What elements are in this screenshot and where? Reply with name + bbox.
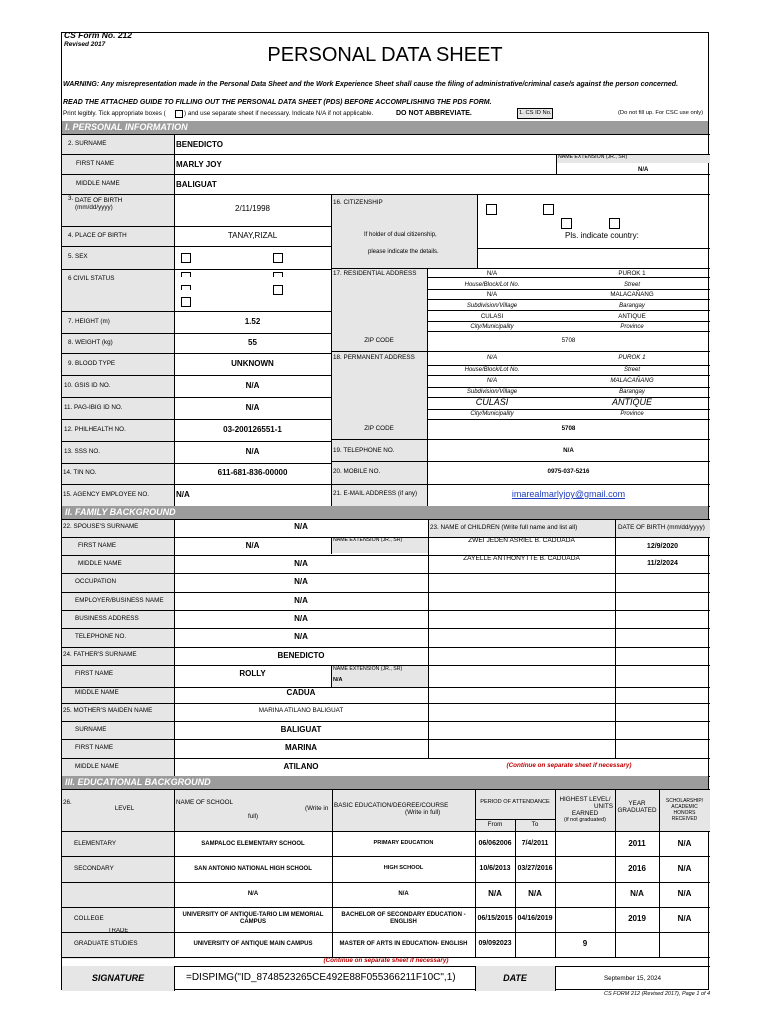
res-subdivision-value[interactable]: N/A bbox=[486, 291, 498, 298]
edu-course[interactable]: PRIMARY EDUCATION bbox=[373, 840, 434, 846]
sex-female-checkbox[interactable] bbox=[273, 253, 283, 263]
edu-course[interactable]: HIGH SCHOOL bbox=[383, 865, 424, 871]
edu-school[interactable]: SAMPALOC ELEMENTARY SCHOOL bbox=[201, 841, 305, 847]
family-continue-note: (Continue on separate sheet if necessary) bbox=[506, 762, 632, 769]
edu-year[interactable]: 2011 bbox=[628, 839, 646, 848]
perm-barangay-value[interactable]: MALACAÑANG bbox=[610, 377, 654, 384]
edu-highest[interactable]: 9 bbox=[582, 939, 588, 948]
civil-status-label: 6 CIVIL STATUS bbox=[68, 275, 115, 282]
print-note-b: ) and use separate sheet if necessary. Indicate N/A if not applicable. bbox=[184, 110, 374, 117]
res-subdivision-label: Subdivision/Village bbox=[466, 303, 518, 309]
spouse-surname-value[interactable]: N/A bbox=[294, 522, 308, 531]
business-address-label: BUSINESS ADDRESS bbox=[75, 615, 139, 622]
dual-citizenship-note-1: If holder of dual citizenship, bbox=[364, 232, 437, 238]
spouse-middle-name-value[interactable]: N/A bbox=[294, 559, 308, 568]
spouse-telephone-label: TELEPHONE NO. bbox=[75, 633, 127, 640]
school-write-in: (Write in bbox=[305, 805, 329, 812]
highest-level-header-2: UNITS bbox=[594, 803, 613, 810]
highest-level-header-3: EARNED bbox=[571, 810, 599, 817]
gsis-label: 10. GSIS ID NO. bbox=[64, 382, 111, 389]
edu-honors[interactable]: N/A bbox=[677, 889, 692, 898]
email-value[interactable]: imarealmarlyjoy@gmail.com bbox=[511, 489, 626, 499]
cs-id-label: 1. CS ID No. bbox=[519, 110, 552, 116]
civil-separated-checkbox[interactable] bbox=[273, 285, 283, 295]
edu-to[interactable]: 7/4/2011 bbox=[521, 840, 549, 847]
employer-value[interactable]: N/A bbox=[294, 596, 308, 605]
perm-zip-label: ZIP CODE bbox=[364, 425, 394, 432]
edu-from[interactable]: N/A bbox=[488, 889, 502, 898]
page-title: PERSONAL DATA SHEET bbox=[267, 44, 503, 66]
res-barangay-value[interactable]: MALACAÑANG bbox=[610, 291, 654, 298]
pagibig-value[interactable]: N/A bbox=[245, 403, 260, 412]
edu-year[interactable]: N/A bbox=[630, 889, 644, 898]
section-personal-information: I. PERSONAL INFORMATION bbox=[62, 121, 708, 134]
agency-employee-label: 15. AGENCY EMPLOYEE NO. bbox=[63, 491, 149, 498]
surname-label: 2. SURNAME bbox=[68, 140, 107, 147]
edu-from[interactable]: 06/062006 bbox=[478, 840, 512, 847]
edu-to[interactable]: 03/27/2016 bbox=[517, 865, 553, 872]
section-educational-background: III. EDUCATIONAL BACKGROUND bbox=[62, 776, 708, 789]
edu-school[interactable]: UNIVERSITY OF ANTIQUE-TARIO LIM MEMORIAL CAMPUS bbox=[182, 912, 324, 925]
perm-house-label: House/Block/Lot No. bbox=[464, 367, 520, 373]
name-extension-value[interactable]: N/A bbox=[638, 167, 649, 173]
children-label: 23. NAME of CHILDREN (Write full name and list all) bbox=[430, 524, 578, 531]
honors-header-3: HONORS bbox=[673, 810, 696, 816]
year-graduated-header-1: YEAR bbox=[628, 800, 646, 807]
middle-name-label: MIDDLE NAME bbox=[76, 180, 120, 187]
read-guide-text: READ THE ATTACHED GUIDE TO FILLING OUT THE PERSONAL DATA SHEET (PDS) BEFORE ACCOMPLISHING THE PDS FORM. bbox=[63, 99, 492, 106]
mother-surname-value[interactable]: BALIGUAT bbox=[280, 725, 322, 734]
sex-label: 5. SEX bbox=[68, 253, 88, 260]
perm-subdivision-value[interactable]: N/A bbox=[486, 377, 498, 384]
edu-school[interactable]: UNIVERSITY OF ANTIQUE MAIN CAMPUS bbox=[193, 941, 313, 947]
signature-value[interactable]: =DISPIMG("ID_8748523265CE492E88F055366211F10C",1) bbox=[186, 972, 456, 983]
highest-level-header-4: (if not graduated) bbox=[564, 817, 606, 823]
children-dob-label: DATE OF BIRTH (mm/dd/yyyy) bbox=[618, 524, 705, 531]
father-middle-name-label: MIDDLE NAME bbox=[75, 689, 119, 696]
page-footer-note: CS FORM 212 (Revised 2017), Page 1 of 4 bbox=[604, 991, 711, 997]
perm-city-value[interactable]: CULASI bbox=[475, 397, 509, 407]
edu-year[interactable]: 2019 bbox=[628, 914, 646, 923]
occupation-label: OCCUPATION bbox=[75, 578, 117, 585]
res-street-value[interactable]: PUROK 1 bbox=[618, 270, 646, 277]
spouse-surname-label: 22. SPOUSE'S SURNAME bbox=[63, 523, 139, 530]
pagibig-label: 11. PAG-IBIG ID NO. bbox=[64, 404, 123, 411]
child-name-1[interactable]: ZWEI JEDEN ASRIEL B. CADUADA bbox=[468, 537, 575, 544]
res-street-label: Street bbox=[623, 282, 640, 288]
civil-other-checkbox[interactable] bbox=[181, 297, 191, 307]
from-header: From bbox=[487, 821, 503, 828]
mother-full-name[interactable]: MARINA ATILANO BALIGUAT bbox=[258, 707, 344, 714]
edu-from[interactable]: 10/6/2013 bbox=[479, 865, 511, 872]
mother-middle-name-label: MIDDLE NAME bbox=[75, 763, 119, 770]
edu-school[interactable]: SAN ANTONIO NATIONAL HIGH SCHOOL bbox=[194, 866, 312, 872]
trade-label-fragment: TRADE bbox=[108, 928, 129, 932]
name-extension-label: NAME EXTENSION (JR., SR) bbox=[558, 154, 628, 160]
edu-to[interactable]: 04/16/2019 bbox=[517, 915, 553, 922]
father-first-name-value[interactable]: ROLLY bbox=[239, 669, 266, 678]
place-of-birth-value[interactable]: TANAY,RIZAL bbox=[227, 231, 278, 240]
honors-header-1: SCHOLARSHIP/ bbox=[665, 798, 704, 804]
civil-widowed-checkbox[interactable] bbox=[181, 285, 191, 290]
edu-level: ELEMENTARY bbox=[74, 840, 117, 847]
residential-address-label: 17. RESIDENTIAL ADDRESS bbox=[333, 270, 417, 277]
citizenship-label: 16. CITIZENSHIP bbox=[333, 199, 383, 206]
permanent-address-label: 18. PERMANENT ADDRESS bbox=[333, 354, 415, 361]
child-dob-2[interactable]: 11/2/2024 bbox=[647, 560, 678, 567]
dob-number: 3. bbox=[68, 195, 74, 202]
spouse-middle-name-label: MIDDLE NAME bbox=[78, 560, 122, 567]
edu-level: SECONDARY bbox=[74, 865, 114, 872]
dual-citizenship-note-2: please indicate the details. bbox=[368, 249, 439, 255]
father-middle-name-value[interactable]: CADUA bbox=[286, 688, 316, 697]
perm-street-value[interactable]: PUROK 1 bbox=[618, 354, 646, 361]
signature-label: SIGNATURE bbox=[91, 973, 145, 983]
school-full: full) bbox=[248, 813, 259, 820]
warning-text: WARNING: Any misrepresentation made in the Personal Data Sheet and the Work Experience Sheet shall cause the filing of administrative/criminal case/s against the person concerned. bbox=[63, 81, 679, 88]
perm-subdivision-label: Subdivision/Village bbox=[466, 389, 518, 395]
pds-sheet bbox=[61, 32, 709, 990]
mother-maiden-name-label: 25. MOTHER'S MAIDEN NAME bbox=[63, 707, 153, 714]
perm-barangay-label: Barangay bbox=[619, 389, 645, 395]
course-subheader: (Write in full) bbox=[405, 809, 441, 816]
citizenship-by-birth-checkbox[interactable] bbox=[561, 218, 572, 229]
edu-honors[interactable]: N/A bbox=[677, 914, 692, 923]
occupation-value[interactable]: N/A bbox=[294, 577, 308, 586]
mobile-label: 20. MOBILE NO. bbox=[333, 468, 381, 475]
philhealth-value[interactable]: 03-200126551-1 bbox=[223, 425, 282, 434]
perm-province-value[interactable]: ANTIQUE bbox=[611, 397, 652, 407]
mother-middle-name-value[interactable]: ATILANO bbox=[283, 762, 319, 771]
no-abbreviate-text: DO NOT ABBREVIATE. bbox=[396, 110, 472, 117]
first-name-value[interactable]: MARLY JOY bbox=[176, 160, 222, 169]
philhealth-label: 12. PHILHEALTH NO. bbox=[64, 426, 126, 433]
date-value[interactable]: September 15, 2024 bbox=[603, 975, 662, 982]
mobile-value[interactable]: 0975-037-5216 bbox=[547, 468, 590, 475]
weight-label: 8. WEIGHT (kg) bbox=[68, 339, 113, 346]
school-header: NAME OF SCHOOL bbox=[176, 799, 234, 806]
edu-course[interactable]: N/A bbox=[398, 891, 409, 897]
level-header: LEVEL bbox=[114, 805, 135, 812]
telephone-value[interactable]: N/A bbox=[563, 447, 574, 454]
blood-type-label: 9. BLOOD TYPE bbox=[68, 360, 116, 367]
honors-header-4: RECEIVED bbox=[671, 816, 698, 822]
edu-to[interactable]: N/A bbox=[528, 889, 542, 898]
middle-name-value[interactable]: BALIGUAT bbox=[176, 180, 217, 189]
edu-level: GRADUATE STUDIES bbox=[74, 940, 138, 947]
spouse-first-name-label: FIRST NAME bbox=[78, 542, 117, 549]
child-dob-1[interactable]: 12/9/2020 bbox=[646, 543, 679, 550]
course-header: BASIC EDUCATION/DEGREE/COURSE bbox=[334, 802, 449, 809]
res-zip-label: ZIP CODE bbox=[364, 337, 394, 344]
edu-honors[interactable]: N/A bbox=[677, 839, 692, 848]
res-city-value[interactable]: CULASI bbox=[480, 313, 504, 320]
edu-course[interactable]: MASTER OF ARTS IN EDUCATION- ENGLISH bbox=[339, 941, 468, 947]
year-graduated-header-2: GRADUATED bbox=[617, 807, 657, 814]
child-name-2[interactable]: ZAYELLE ANTHONYTTE B. CADUADA bbox=[463, 555, 580, 562]
form-number: CS Form No. 212 bbox=[64, 30, 133, 40]
edu-honors[interactable]: N/A bbox=[677, 864, 692, 873]
perm-province-label: Province bbox=[620, 411, 644, 417]
father-name-ext-label: NAME EXTENSION (JR., SR) bbox=[333, 666, 403, 672]
form-revised: Revised 2017 bbox=[64, 41, 106, 48]
surname-value[interactable]: BENEDICTO bbox=[176, 140, 223, 149]
sss-value[interactable]: N/A bbox=[245, 447, 260, 456]
mother-first-name-label: FIRST NAME bbox=[75, 744, 114, 751]
perm-zip-value[interactable]: 5708 bbox=[561, 425, 576, 432]
height-value[interactable]: 1.52 bbox=[244, 317, 261, 326]
agency-employee-value[interactable]: N/A bbox=[176, 490, 190, 499]
perm-house-value[interactable]: N/A bbox=[486, 354, 498, 361]
csc-use-note: (Do not fill up. For CSC use only) bbox=[618, 110, 704, 116]
dob-label: DATE OF BIRTH bbox=[75, 197, 123, 204]
business-address-value[interactable]: N/A bbox=[294, 614, 308, 623]
dob-value[interactable]: 2/11/1998 bbox=[235, 204, 270, 213]
res-zip-value[interactable]: 5708 bbox=[561, 337, 576, 344]
weight-value[interactable]: 55 bbox=[248, 338, 257, 347]
employer-label: EMPLOYER/BUSINESS NAME bbox=[75, 597, 164, 604]
edu-course[interactable]: BACHELOR OF SECONDARY EDUCATION - ENGLISH bbox=[341, 912, 466, 925]
email-label: 21. E-MAIL ADDRESS (if any) bbox=[333, 490, 418, 497]
education-continue-note: (Continue on separate sheet if necessary) bbox=[323, 957, 449, 964]
res-province-label: Province bbox=[620, 324, 644, 330]
res-house-value[interactable]: N/A bbox=[486, 270, 498, 277]
gsis-value[interactable]: N/A bbox=[245, 381, 260, 390]
place-of-birth-label: 4. PLACE OF BIRTH bbox=[68, 232, 127, 239]
father-name-ext-value[interactable]: N/A bbox=[333, 677, 343, 683]
honors-header-2: ACADEMIC bbox=[671, 804, 698, 810]
mother-first-name-value[interactable]: MARINA bbox=[285, 743, 317, 752]
tin-label: 14. TIN NO. bbox=[63, 469, 97, 476]
sss-label: 13. SSS NO. bbox=[64, 448, 101, 455]
edu-year[interactable]: 2016 bbox=[628, 864, 646, 873]
mother-surname-label: SURNAME bbox=[75, 726, 107, 733]
citizenship-by-naturalization-checkbox[interactable] bbox=[609, 218, 620, 229]
edu-school[interactable]: N/A bbox=[247, 891, 259, 897]
print-note-a: Print legibly. Tick appropriate boxes ( bbox=[63, 110, 166, 117]
edu-level: COLLEGE bbox=[74, 915, 104, 922]
tin-value[interactable]: 611-681-836-00000 bbox=[217, 468, 288, 477]
highest-level-header-1: HIGHEST LEVEL/ bbox=[559, 796, 611, 803]
father-first-name-label: FIRST NAME bbox=[75, 670, 114, 677]
edu-from[interactable]: 06/15/2015 bbox=[477, 915, 513, 922]
sex-male-checkbox[interactable] bbox=[181, 253, 191, 263]
tick-box-sample bbox=[175, 110, 183, 118]
spouse-telephone-value[interactable]: N/A bbox=[294, 632, 308, 641]
section-family-background: II. FAMILY BACKGROUND bbox=[62, 506, 708, 519]
perm-street-label: Street bbox=[623, 367, 640, 373]
edu-from[interactable]: 09/092023 bbox=[478, 940, 512, 947]
spouse-first-name-value[interactable]: N/A bbox=[245, 541, 260, 550]
civil-married-checkbox[interactable] bbox=[273, 272, 283, 277]
perm-city-label: City/Municipality bbox=[470, 411, 514, 417]
res-city-label: City/Municipality bbox=[470, 324, 514, 330]
education-number: 26. bbox=[63, 799, 72, 806]
father-surname-label: 24. FATHER'S SURNAME bbox=[63, 651, 137, 658]
blood-type-value[interactable]: UNKNOWN bbox=[231, 359, 274, 368]
first-name-label: FIRST NAME bbox=[76, 160, 115, 167]
res-province-value[interactable]: ANTIQUE bbox=[618, 313, 646, 320]
spouse-name-ext-label: NAME EXTENSION (JR., SR) bbox=[333, 537, 403, 543]
father-surname-value[interactable]: BENEDICTO bbox=[277, 651, 325, 660]
height-label: 7. HEIGHT (m) bbox=[68, 318, 110, 325]
dob-format: (mm/dd/yyyy) bbox=[75, 204, 113, 211]
telephone-label: 19. TELEPHONE NO. bbox=[333, 447, 395, 454]
res-house-label: House/Block/Lot No. bbox=[464, 282, 520, 288]
res-barangay-label: Barangay bbox=[619, 303, 645, 309]
to-header: To bbox=[531, 821, 539, 828]
civil-single-checkbox[interactable] bbox=[181, 272, 191, 277]
period-header: PERIOD OF ATTENDANCE bbox=[480, 799, 550, 805]
country-placeholder[interactable]: Pls. indicate country: bbox=[565, 231, 639, 240]
citizenship-dual-checkbox[interactable] bbox=[543, 204, 554, 215]
citizenship-filipino-checkbox[interactable] bbox=[486, 204, 497, 215]
date-label: DATE bbox=[503, 973, 527, 983]
